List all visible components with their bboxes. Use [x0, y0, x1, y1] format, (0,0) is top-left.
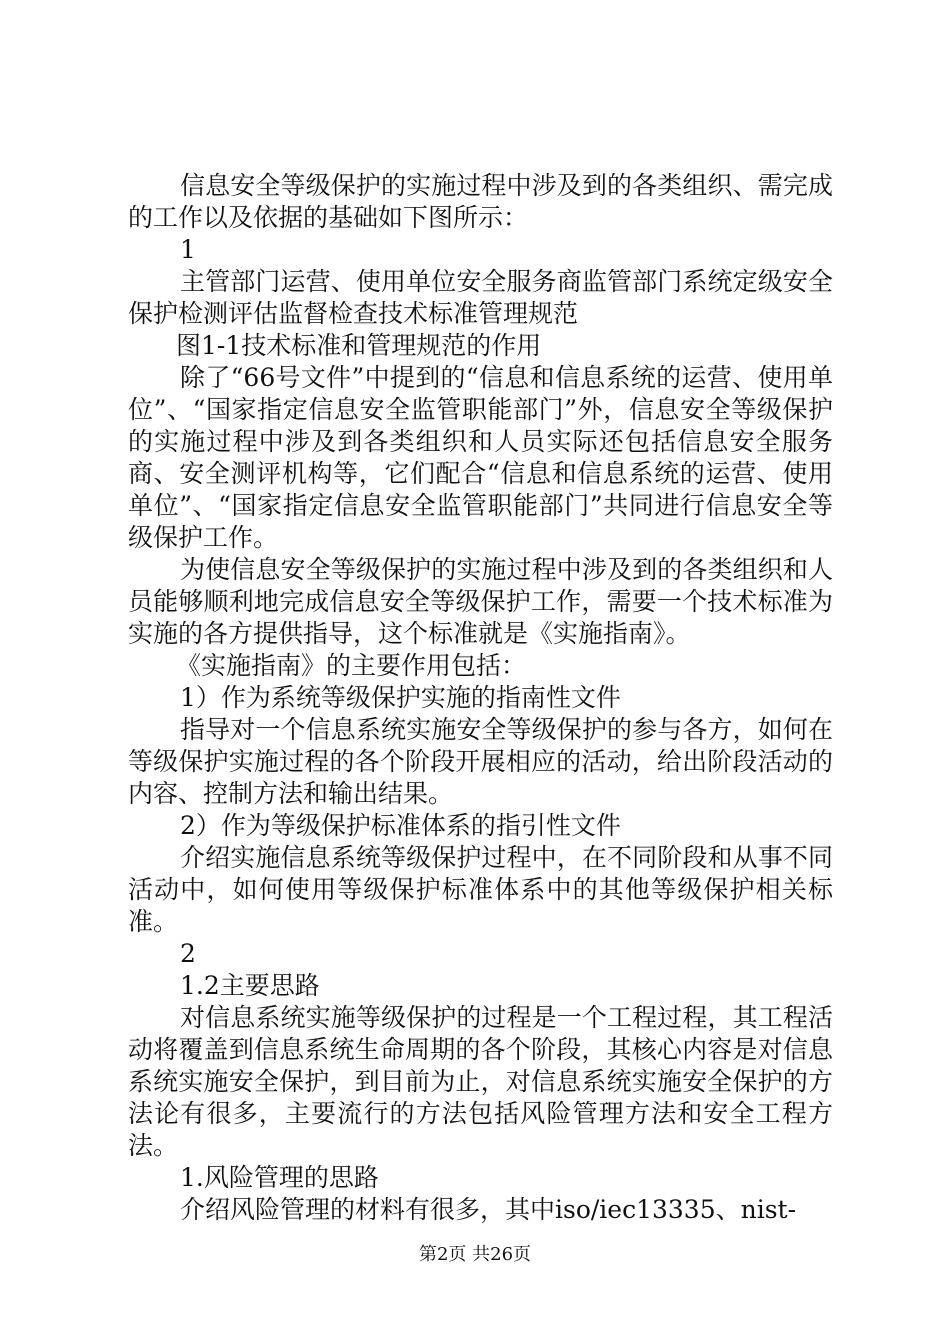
section-heading-1-2: 1.2主要思路 [180, 971, 320, 1000]
paragraph-intro: 信息安全等级保护的实施过程中涉及到的各类组织、需完成的工作以及依据的基础如下图所示： [128, 171, 833, 232]
figure-text-labels: 主管部门运营、使用单位安全服务商监管部门系统定级安全保护检测评估监督检查技术标准管理规范 [128, 267, 833, 328]
figure-caption: 图1-1技术标准和管理规范的作用 [176, 331, 542, 360]
page-marker-2: 2 [180, 939, 196, 968]
paragraph-risk-materials: 介绍风险管理的材料有很多，其中iso/iec13335、nist- [180, 1195, 797, 1224]
page-footer: 第2页 共26页 [418, 1244, 532, 1265]
paragraph-guide: 指导对一个信息系统实施安全等级保护的参与各方，如何在等级保护实施过程的各个阶段开展相应的活动，给出阶段活动的内容、控制方法和输出结果。 [128, 715, 833, 808]
paragraph-standards: 介绍实施信息系统等级保护过程中，在不同阶段和从事不同活动中，如何使用等级保护标准体系中的其他等级保护相关标准。 [128, 843, 833, 936]
list-item-2: 2）作为等级保护标准体系的指引性文件 [180, 811, 621, 840]
paragraph-roles-heading: 《实施指南》的主要作用包括： [176, 651, 527, 680]
paragraph-purpose: 为使信息安全等级保护的实施过程中涉及到的各类组织和人员能够顺利地完成信息安全等级保护工作，需要一个技术标准为实施的各方提供指导，这个标准就是《实施指南》。 [128, 555, 833, 648]
paragraph-organizations: 除了“66号文件”中提到的“信息和信息系统的运营、使用单位”、“国家指定信息安全监管职能部门”外，信息安全等级保护的实施过程中涉及到各类组织和人员实际还包括信息安全服务商、安全测评机构等，它们配合“信息和信息系统的运营、使用单位”、“国家指定信息安全监管职能部门”共同进行信息安全等级保护工作。 [128, 363, 833, 552]
subsection-heading-risk: 1.风险管理的思路 [180, 1163, 379, 1192]
page-marker-1: 1 [180, 235, 196, 264]
body-text [128, 170, 833, 1226]
list-item-1: 1）作为系统等级保护实施的指南性文件 [180, 683, 621, 712]
paragraph-approach: 对信息系统实施等级保护的过程是一个工程过程，其工程活动将覆盖到信息系统生命周期的各个阶段，其核心内容是对信息系统实施安全保护，到目前为止，对信息系统实施安全保护的方法论有很多，主要流行的方法包括风险管理方法和安全工程方法。 [128, 1003, 833, 1160]
